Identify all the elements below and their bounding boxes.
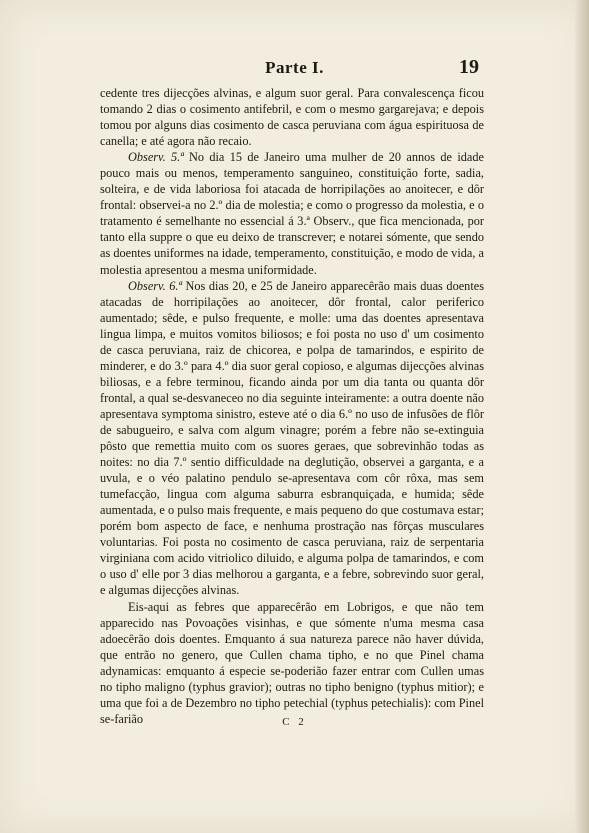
paragraph (100, 278, 484, 599)
page-edge (575, 0, 589, 833)
paragraph-text: Nos dias 20, e 25 de Janeiro apparecêrão mais duas doentes atacadas de horripilações ao anoitecer, dôr frontal, calor periferico aumentado; sêde, e pulso frequente, e molle: uma das doentes apresentava lingua limpa, e muitos vomitos biliosos; e foi posta no uso d' um cosimento de casca peruviana, raiz de chicorea, e polpa de tamarindos, e espirito de minderer, e do 3.º para 4.º dia suor geral copioso, e algumas dijecções alvinas biliosas, e a febre terminou, ficando ainda por um dia tanta ou quanta dôr frontal, a qual se-desvaneceo no dia seguinte inteiramente: a outra doente não apresentava symptoma sinistro, esteve até o dia 6.º no uso de infusões de flôr de sabugueiro, e salva com algum vinagre; porém a febre não se-extinguia pôsto que remettia muito com os suores geraes, que sobrevinhão todas as noites: no dia 7.º sentio difficuldade na deglutição, observei a garganta, e a uvula, e o véo palatino pendulo se-apresentava com côr rôxa, mas sem tumefacção, lingua com alguma saburra esbranquiçada, e humida; sêde aumentada, e o pulso mais frequente, e mais pequeno do que costumava estar; porém bom aspecto de face, e nenhuma prostração nas fôrças musculares voluntarias. Foi posta no cosimento de casca peruviana, raiz de serpentaria virginiana com acido vitriolico diluido, e alguma polpa de tamarindos, e com o uso d' elle por 3 dias melhorou a garganta, e a febre, sobrevindo suor geral, e algumas dijecções alvinas. (100, 278, 484, 598)
paragraph-text: Eis-aqui as febres que apparecêrão em Lobrigos, e que não tem apparecido nas Povoações visinhas, e que sómente n'uma mesma casa adoecêrão dois doentes. Emquanto á sua natureza parece não haver dúvida, que entrão no genero, que Cullen chama tipho, e no que Pinel chama adynamicas: emquanto á especie se-poderião fazer entrar com Cullen umas no tipho maligno (typhus gravior); outras no tipho benigno (typhus mitior); e uma que foi a de Dezembro no tipho petechial (typhus petechialis): com Pinel se-farião (100, 599, 484, 726)
paragraph (100, 85, 484, 149)
observation-heading: Observ. 5.ª (128, 150, 189, 165)
paragraph-text: No dia 15 de Janeiro uma mulher de 20 annos de idade pouco mais ou menos, temperamento sanguineo, constituição forte, sadia, solteira, e de vida laboriosa foi atacada de horripilações ao anoitecer, e dôr frontal: observei-a no 2.º dia de molestia; e como o progresso da molestia, e o tratamento é semelhante no essencial á 3.ª Observ., que fica mencionada, por tanto ella suppre o que eu deixo de transcrever; e notarei sómente, que sendo as doentes uniformes na idade, temperamento, constituição, e modo de vida, a molestia apresentou a mesma uniformidade. (100, 150, 484, 277)
paragraph (100, 599, 484, 727)
paragraph-text: cedente tres dijecções alvinas, e algum suor geral. Para convalescença ficou tomando 2 dias o cosimento antifebril, e com o mesmo gargarejava; e depois tomou por alguns dias cosimento de casca peruviana com água espirituosa de canella; e até agora não recaio. (100, 86, 484, 149)
observation-heading: Observ. 6.ª (128, 278, 186, 293)
section-title: Parte I. (265, 58, 324, 77)
running-header (0, 56, 589, 80)
page-number: 19 (459, 56, 479, 78)
paragraph (100, 149, 484, 277)
signature-mark: C 2 (282, 716, 307, 728)
body-text (100, 85, 484, 727)
